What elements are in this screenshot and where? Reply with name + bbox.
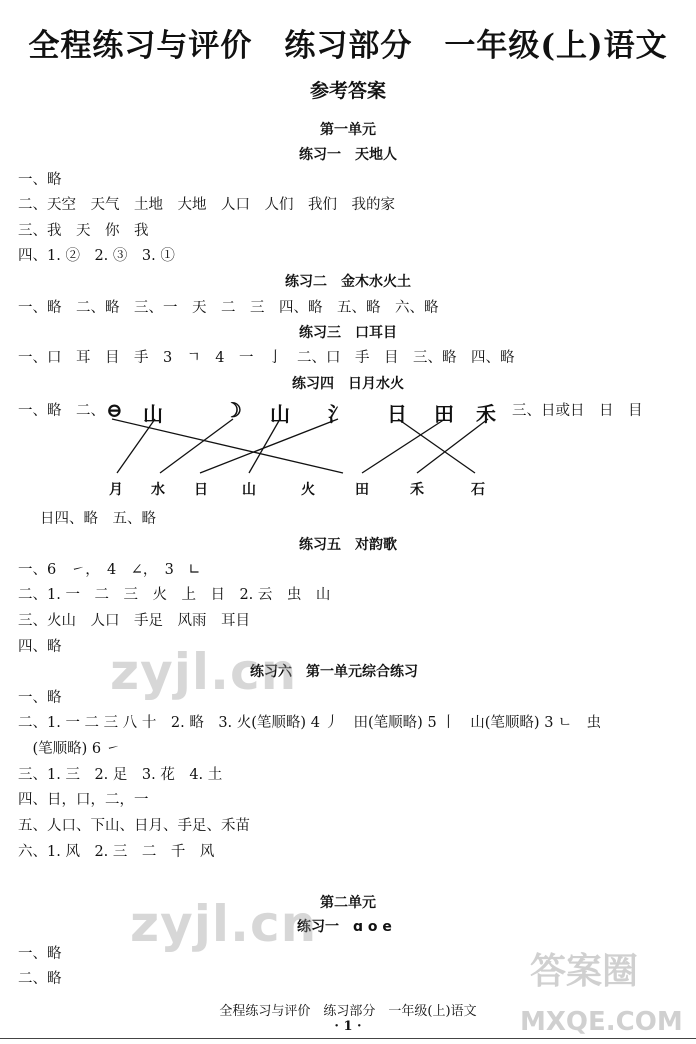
ex5-line-4: 四、略 xyxy=(18,639,62,655)
ex1-line-3: 三、我 天 你 我 xyxy=(18,223,149,239)
pictograph-4: 山 xyxy=(270,402,290,426)
match-line xyxy=(417,419,488,473)
ex6-title: 练习六 第一单元综合练习 xyxy=(250,664,418,680)
pictograph-7: 田 xyxy=(434,402,454,426)
label-2: 水 xyxy=(151,482,165,498)
match-line xyxy=(362,419,445,473)
ex6-line-4: 三、1. 三 2. 足 3. 花 4. 土 xyxy=(18,767,223,783)
ex5-line-3: 三、火山 人口 手足 风雨 耳目 xyxy=(18,613,250,629)
pictograph-6: 日 xyxy=(387,402,407,426)
match-line xyxy=(398,419,475,473)
subtitle-answer-key: 参考答案 xyxy=(309,80,386,102)
main-title: 全程练习与评价 练习部分 一年级(上)语文 xyxy=(28,28,668,64)
label-5: 火 xyxy=(301,482,315,498)
ex1-title: 练习一 天地人 xyxy=(299,147,397,163)
ex2-line-1: 一、略 二、略 三、一 天 二 三 四、略 五、略 六、略 xyxy=(18,300,439,316)
label-7: 禾 xyxy=(410,482,424,498)
bottom-rule xyxy=(0,1038,696,1042)
label-6: 田 xyxy=(355,482,369,498)
label-8: 石 xyxy=(471,482,485,498)
pictograph-3: ☽ xyxy=(224,398,242,422)
unit2-line-2: 二、略 xyxy=(18,971,62,987)
label-3: 日 xyxy=(194,482,208,498)
unit2-ex1-title: 练习一 ɑ o e xyxy=(297,919,392,935)
ex6-line-3: (笔顺略) 6 ㇀ xyxy=(18,741,121,757)
label-4: 山 xyxy=(242,482,256,498)
pictograph-5: 氵 xyxy=(328,402,348,426)
ex1-line-2: 二、天空 天气 土地 大地 人口 人们 我们 我的家 xyxy=(18,197,395,213)
unit2-title: 第二单元 xyxy=(320,895,376,911)
match-line xyxy=(249,419,280,473)
ex1-line-4: 四、1. ② 2. ③ 3. ① xyxy=(18,248,175,264)
match-line xyxy=(200,419,338,473)
label-1: 月 xyxy=(109,482,123,498)
unit1-title: 第一单元 xyxy=(320,122,376,138)
ex1-line-1: 一、略 xyxy=(18,172,62,188)
zyjl-watermark: zyjl.cn xyxy=(130,895,318,953)
unit2-line-1: 一、略 xyxy=(18,946,62,962)
ex5-line-2: 二、1. 一 二 三 火 上 日 2. 云 虫 山 xyxy=(18,587,331,603)
ex4-title: 练习四 日月水火 xyxy=(292,376,404,392)
ex4-q3: 三、日或日 日 目 xyxy=(512,403,643,419)
page-number: · 1 · xyxy=(334,1019,362,1034)
match-line xyxy=(117,419,155,473)
ex6-line-7: 六、1. 风 2. 三 二 千 风 xyxy=(18,844,215,860)
ex6-line-2: 二、1. 一 二 三 八 十 2. 略 3. 火(笔顺略) 4 丿 田(笔顺略) 5 丨 山(笔顺略) 3 ㄴ 虫 xyxy=(18,715,602,731)
ex5-title: 练习五 对韵歌 xyxy=(299,537,397,553)
ex3-line-1: 一、口 耳 目 手 3 ㄱ 4 一 亅 二、口 手 目 三、略 四、略 xyxy=(18,350,515,366)
ex3-title: 练习三 口耳目 xyxy=(299,325,397,341)
pictograph-8: 禾 xyxy=(476,402,496,426)
footer-text: 全程练习与评价 练习部分 一年级(上)语文 xyxy=(219,1004,477,1019)
site-logo-watermark: 答案圈 xyxy=(530,951,639,992)
site-url-watermark: MXQE.COM xyxy=(520,1007,683,1037)
pictograph-1: ⊖ xyxy=(106,398,123,422)
ex2-title: 练习二 金木水火土 xyxy=(285,274,411,290)
zyjl-watermark: zyjl.cn xyxy=(110,643,298,701)
ex6-line-1: 一、略 xyxy=(18,690,62,706)
ex6-line-5: 四、日，口，二，一 xyxy=(18,792,149,808)
ex4-q1: 一、略 二、 xyxy=(18,403,105,419)
ex4-tail: 日四、略 五、略 xyxy=(40,511,156,527)
ex6-line-6: 五、人口、下山、日月、手足、禾苗 xyxy=(18,818,250,834)
match-line xyxy=(112,419,343,473)
pictograph-2: 山 xyxy=(143,402,163,426)
ex5-line-1: 一、6 ㇀， 4 ∠， 3 ∟ xyxy=(18,562,201,578)
